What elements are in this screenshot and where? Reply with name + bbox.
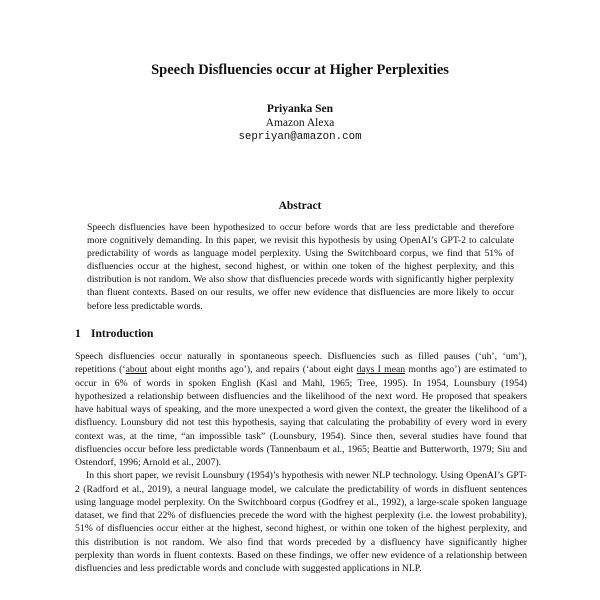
paper-title: Speech Disfluencies occur at Higher Perplexities (151, 62, 449, 78)
repair-example: days I mean (356, 364, 406, 376)
author-name: Priyanka Sen (266, 103, 334, 115)
author-email: sepriyan@amazon.com (238, 131, 362, 143)
author-block (0, 102, 600, 144)
abstract-heading: Abstract (278, 200, 322, 212)
section-heading (75, 327, 153, 341)
repetition-example: about (125, 364, 148, 376)
section-number: 1 (75, 328, 81, 340)
section-body (75, 350, 527, 575)
intro-p1-text-a: Speech disfluencies occur naturally in spontaneous speech. Disfluencies such as filled pauses (‘uh’, ‘um’), repetitions (‘ (75, 351, 527, 376)
intro-p1-text-c: months ago’) are estimated to occur in 6% of words in spoken English (Kasl and Mahl, 1965; Tree, 1995). In 1954, Lounsbury (1954) hypothesized a relationship between disfluencies and the likelihood of the next word. He proposed that speakers have habitual ways of speaking, and the more unexpected a word given the context, the greater the likelihood of a disfluency. Lounsbury did not test this hypothesis, saying that calculating the probability of every word in every context was, at the time, “an impossible task” (Lounsbury, 1954). Since then, several studies have found that disfluencies occur before less predictable words (Tannenbaum et al., 1965; Beattie and Butterworth, 1979; Siu and Ostendorf, 1996; Arnold et al., 2007). (75, 364, 527, 468)
intro-paragraph-1 (75, 350, 527, 469)
intro-paragraph-2: In this short paper, we revisit Lounsbury (1954)’s hypothesis with newer NLP technology. Using OpenAI’s GPT-2 (Radford et al., 2019), a neural language model, we calculate the predictability of words in disfluent sentences using language model perplexity. On the Switchboard corpus (Godfrey et al., 1992), a large-scale spoken language dataset, we find that 22% of disfluencies precede the word with the highest perplexity (i.e. the lowest probability), 51% of disfluencies occur either at the highest, second highest, or within one token of the highest perplexity, and this distribution is not random. We also find that words preceded by a disfluency have significantly higher perplexity than words in fluent contexts. Based on these findings, we offer new evidence of a relationship between disfluencies and less predictable words and conclude with suggested applications in NLP. (75, 470, 527, 574)
author-affiliation: Amazon Alexa (265, 117, 335, 129)
abstract-text: Speech disfluencies have been hypothesized to occur before words that are less predictable and therefore more cognitively demanding. In this paper, we revisit this hypothesis by using OpenAI’s GPT-2 to calculate predictability of words as language model perplexity. Using the Switchboard corpus, we find that 51% of disfluencies occur at the highest, second highest, or within one token of the highest perplexity, and this distribution is not random. We also show that disfluencies precede words with significantly higher perplexity than fluent contexts. Based on our results, we offer new evidence that disfluencies are more likely to occur before less predictable words. (87, 222, 514, 312)
intro-p1-text-b: about eight months ago’), and repairs (‘about eight (147, 364, 357, 376)
section-title: Introduction (91, 328, 154, 340)
